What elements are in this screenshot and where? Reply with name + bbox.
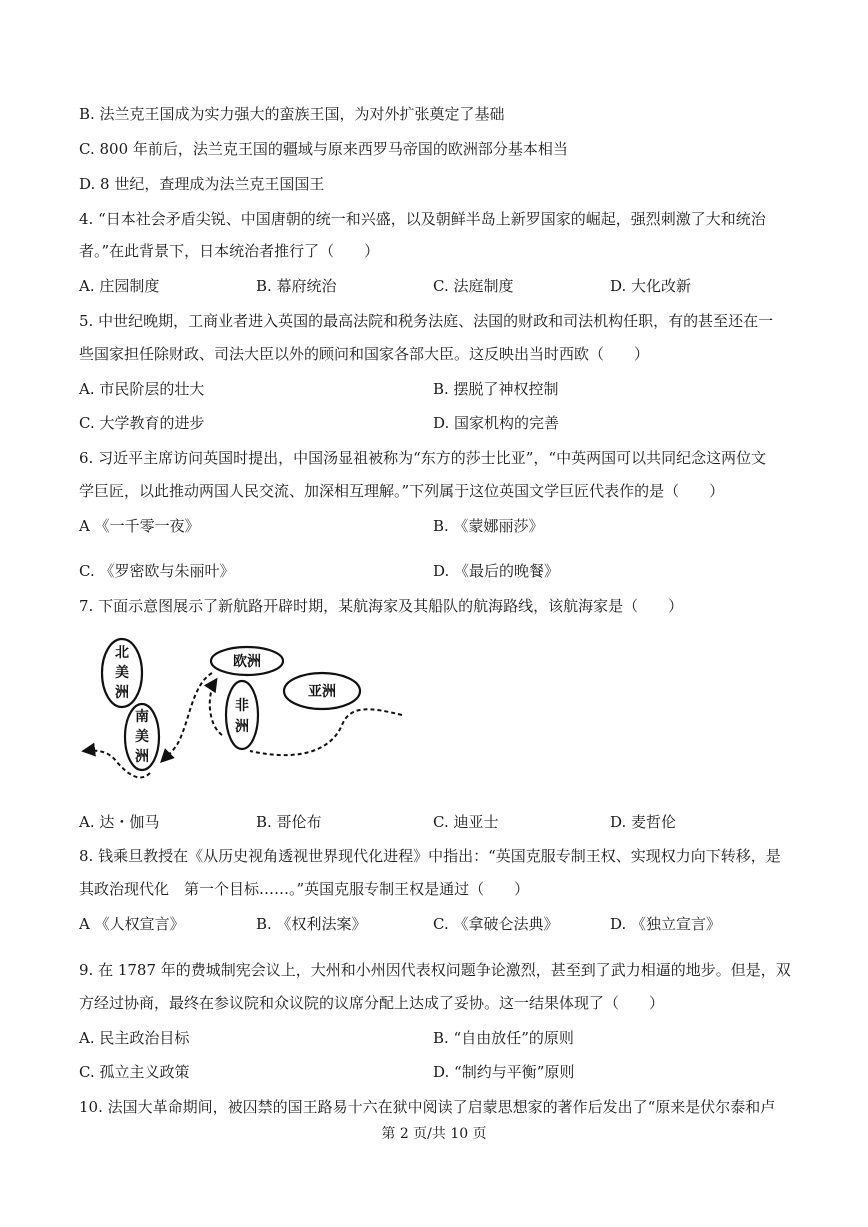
q8-stem-line2: 其政治现代化 第一个目标……。”英国克服专制王权是通过（ ） — [79, 880, 530, 898]
south-america-label-2: 美 — [135, 729, 149, 745]
q3-option-b: B. 法兰克王国成为实力强大的蛮族王国，为对外扩张奠定了基础 — [79, 105, 505, 123]
q4-option-d: D. 大化改新 — [610, 277, 692, 295]
q9-stem-line1: 9. 在 1787 年的费城制宪会议上，大州和小州因代表权问题争论激烈，甚至到了武力相逼的地步。但是，双 — [79, 961, 791, 979]
route-asia-to-africa — [250, 709, 402, 755]
q6-stem-line2: 学巨匠，以此推动两国人民交流、加深相互理解。”下列属于这位英国文学巨匠代表作的是（ ） — [79, 482, 725, 500]
q7-option-d: D. 麦哲伦 — [610, 813, 677, 831]
north-america-label-2: 美 — [115, 665, 129, 681]
page-footer: 第 2 页/共 10 页 — [381, 1126, 487, 1142]
south-america-label-3: 洲 — [135, 749, 149, 765]
q8-stem-line1: 8. 钱乘旦教授在《从历史视角透视世界现代化进程》中指出：“英国克服专制王权、实现权力向下转移，是 — [79, 847, 781, 865]
q4-option-b: B. 幕府统治 — [256, 277, 337, 295]
route-africa-to-europe — [210, 680, 222, 735]
q10-stem-line1: 10. 法国大革命期间，被囚禁的国王路易十六在狱中阅读了启蒙思想家的著作后发出了“原来是伏尔泰和卢 — [79, 1098, 776, 1116]
q9-option-d: D. “制约与平衡”原则 — [433, 1063, 575, 1081]
q6-option-a: A 《一千零一夜》 — [79, 517, 200, 535]
q8-option-a: A 《人权宣言》 — [79, 915, 185, 933]
q9-option-a: A. 民主政治目标 — [79, 1029, 190, 1047]
q7-option-c: C. 迪亚士 — [433, 813, 499, 831]
q9-stem-line2: 方经过协商，最终在参议院和众议院的议席分配上达成了妥协。这一结果体现了（ ） — [79, 994, 665, 1012]
q5-option-b: B. 摆脱了神权控制 — [433, 380, 559, 398]
q6-option-b: B. 《蒙娜丽莎》 — [433, 517, 544, 535]
q5-option-d: D. 国家机构的完善 — [433, 414, 560, 432]
q6-option-c: C. 《罗密欧与朱丽叶》 — [79, 562, 235, 580]
q6-stem-line1: 6. 习近平主席访问英国时提出，中国汤显祖被称为“东方的莎士比亚”，“中英两国可以共同纪念这两位文 — [79, 449, 767, 467]
q7-stem: 7. 下面示意图展示了新航路开辟时期，某航海家及其船队的航海路线，该航海家是（ ） — [79, 597, 684, 615]
europe-label: 欧洲 — [233, 654, 261, 670]
q3-option-d: D. 8 世纪，查理成为法兰克王国国王 — [79, 175, 325, 193]
north-america-label-3: 洲 — [115, 685, 129, 701]
route-europe-to-south-america — [162, 673, 212, 761]
q4-stem-line2: 者。”在此背景下，日本统治者推行了（ ） — [79, 242, 380, 260]
q7-option-b: B. 哥伦布 — [256, 813, 322, 831]
q5-option-c: C. 大学教育的进步 — [79, 414, 205, 432]
q6-option-d: D. 《最后的晚餐》 — [433, 562, 560, 580]
q5-stem-line2: 些国家担任除财政、司法大臣以外的顾问和国家各部大臣。这反映出当时西欧（ ） — [79, 345, 650, 363]
q5-option-a: A. 市民阶层的壮大 — [79, 380, 205, 398]
q9-option-b: B. “自由放任”的原则 — [433, 1029, 574, 1047]
q4-stem-line1: 4. “日本社会矛盾尖锐、中国唐朝的统一和兴盛，以及朝鲜半岛上新罗国家的崛起，强烈刺激了大和统治 — [79, 210, 766, 228]
q4-option-c: C. 法庭制度 — [433, 277, 514, 295]
q3-option-c: C. 800 年前后，法兰克王国的疆域与原来西罗马帝国的欧洲部分基本相当 — [79, 140, 568, 158]
voyage-route-map — [80, 635, 410, 795]
q5-stem-line1: 5. 中世纪晚期，工商业者进入英国的最高法院和税务法庭、法国的财政和司法机构任职，有的甚至还在一 — [79, 312, 774, 330]
q8-option-b: B. 《权利法案》 — [256, 915, 367, 933]
asia-label: 亚洲 — [308, 684, 336, 700]
q8-option-d: D. 《独立宣言》 — [610, 915, 722, 933]
africa-label-2: 洲 — [235, 719, 249, 735]
q8-option-c: C. 《拿破仑法典》 — [433, 915, 559, 933]
africa-label-1: 非 — [235, 698, 249, 714]
q7-option-a: A. 达・伽马 — [79, 813, 160, 831]
south-america-label-1: 南 — [135, 709, 149, 725]
north-america-label-1: 北 — [115, 645, 129, 661]
q4-option-a: A. 庄园制度 — [79, 277, 160, 295]
q9-option-c: C. 孤立主义政策 — [79, 1063, 190, 1081]
africa-ellipse — [226, 681, 258, 749]
